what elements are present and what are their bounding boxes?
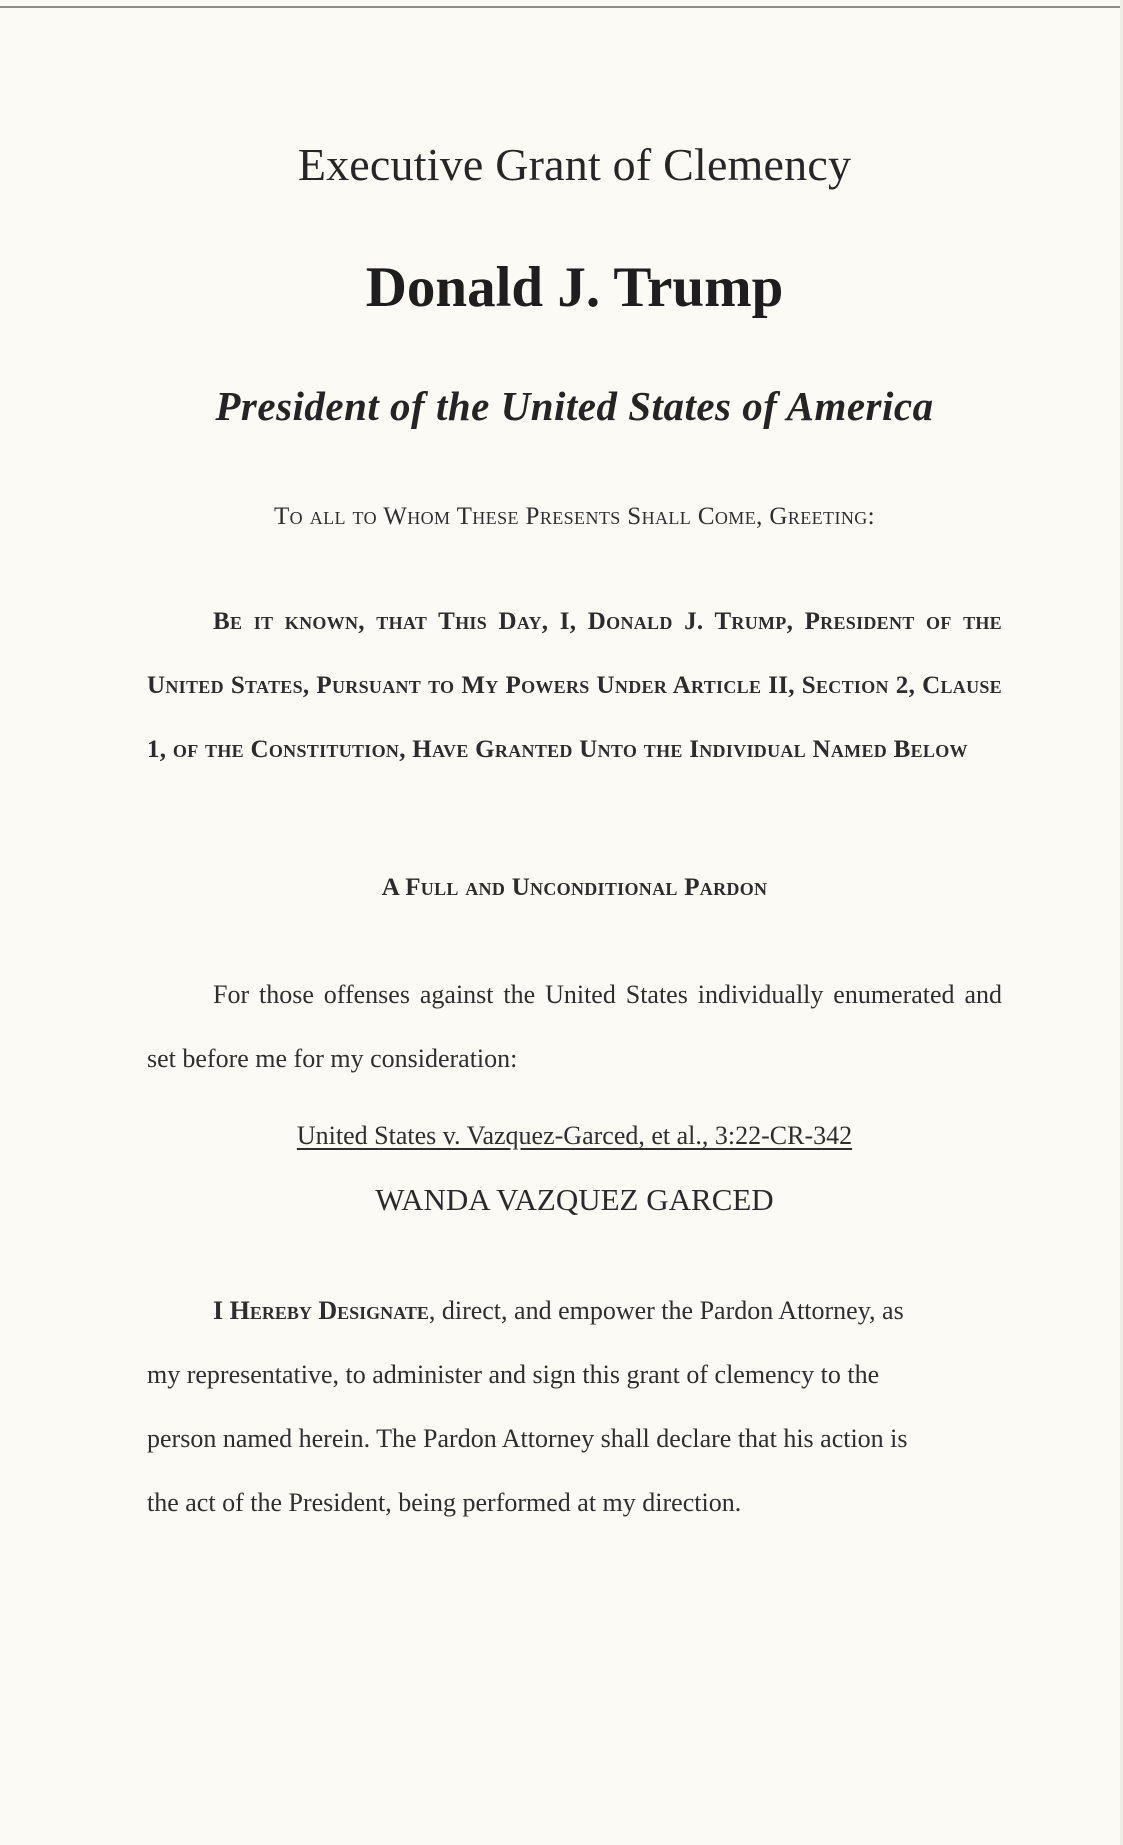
president-name: Donald J. Trump bbox=[365, 256, 784, 319]
proclamation-paragraph: Be it known, that This Day, I, Donald J. Trump, President of the United States, Pursuant to My Powers Under Article II, Section 2, Clause 1, of the Constitution, Have Granted Unto the Individual Named Below bbox=[147, 608, 1002, 763]
designation-lead: I Hereby Designate bbox=[213, 1296, 429, 1325]
top-edge-rule bbox=[0, 6, 1123, 8]
designation-text: , direct, and empower the Pardon Attorney, as my representative, to administer and sign this grant of clemency to the person named herein. The Pardon Attorney shall declare that his action is the act of the President, being performed at my direction. bbox=[147, 1296, 908, 1517]
pardon-type-heading: A Full and Unconditional Pardon bbox=[381, 874, 768, 901]
salutation: To all to Whom These Presents Shall Come, Greeting: bbox=[273, 503, 875, 530]
document-title: Executive Grant of Clemency bbox=[297, 139, 852, 190]
case-citation: United States v. Vazquez-Garced, et al., 3:22-CR-342 bbox=[296, 1121, 853, 1150]
offenses-paragraph: For those offenses against the United States individually enumerated and set before me for my consideration: bbox=[147, 980, 1002, 1073]
president-office: President of the United States of America bbox=[215, 383, 934, 429]
case-citation-line bbox=[147, 1121, 1002, 1151]
recipient-name: WANDA VAZQUEZ GARCED bbox=[375, 1182, 774, 1217]
designation-paragraph bbox=[147, 1279, 927, 1535]
